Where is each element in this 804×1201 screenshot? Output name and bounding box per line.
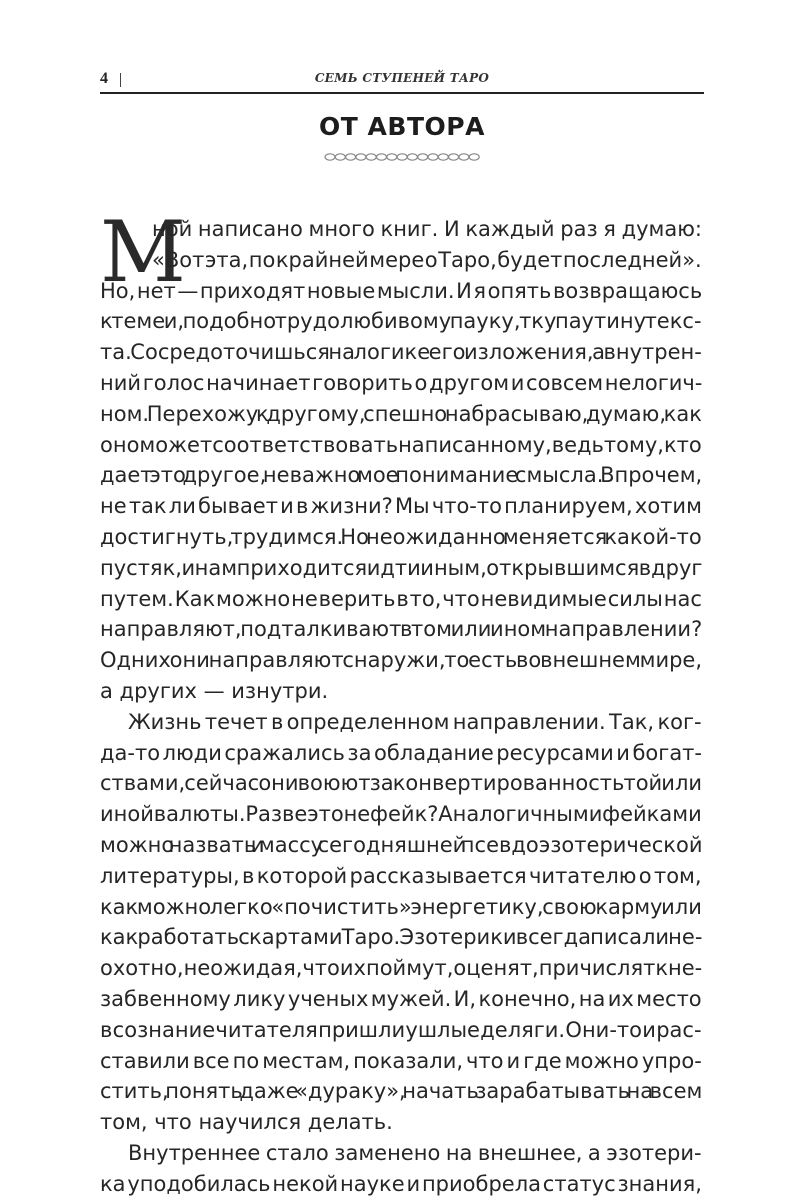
chapter-title: ОТ АВТОРА [319,112,485,141]
ornament-loop [387,154,397,160]
text-line: ний голос начинает говорить о другом и совсем нелогич- [100,371,703,395]
ornament-loop [418,154,428,160]
text-line: как можно легко «почистить» энергетику, свою карму или [100,894,702,919]
text-line: иной валюты. Разве это не фейк? Аналогичными фейками [100,802,702,827]
text-line: «Вот эта, по крайней мере о Таро, будет последней». [152,247,702,272]
text-line: том, что научился делать. [100,1110,393,1135]
ornament-loop [366,154,376,160]
text-line: забвенному лику ученых мужей. И, конечно, на их место [100,987,702,1011]
text-line: охотно, не ожидая, что их поймут, оценят, причислят к не- [100,956,703,981]
text-line: направляют, подталкивают в том или ином направлении? [100,617,703,642]
ornament-loop [407,154,417,160]
text-line: ка уподобилась некой науке и приобрела статус знания, [100,1171,702,1196]
ornament-divider [324,151,480,163]
text-line: к теме и, подобно трудолюбивому пауку, тку паутину текс- [100,309,702,334]
ornament-loop [377,154,387,160]
ornament-loop [325,154,335,160]
text-line: да-то люди сражались за обладание ресурсами и богат- [100,740,702,765]
text-line: Но, нет — приходят новые мысли. И я опять возвращаюсь [100,278,703,303]
ornament-loop [356,154,366,160]
text-line: литературы, в которой рассказывается читателю о том, [100,863,702,888]
ornament-loop [449,154,459,160]
text-line: ставили все по местам, показали, что и где можно упро- [100,1048,702,1073]
text-line: ном. Перехожу к другому, спешно набрасываю, думаю, как [100,401,702,426]
running-head [100,70,704,94]
text-line: оно может соответствовать написанному, ведь тому, кто [100,432,702,457]
text-line: стить, понять даже «дураку», начать зарабатывать на всем [100,1079,703,1104]
text-line: пустяк, и нам приходится идти иным, открывшимся вдруг [100,555,703,580]
text-line: дает это другое, неважно мое понимание смысла. Впрочем, [100,463,703,488]
text-line: ной написано много книг. И каждый раз я думаю: [152,217,703,241]
ornament-loop [346,154,356,160]
ornament-loop [438,154,448,160]
text-line: можно назвать и массу сегодняшней псевдоэзотерической [100,833,703,857]
book-title: СЕМЬ СТУПЕНЕЙ ТАРО [314,71,490,85]
text-line: в сознание читателя пришли ушлые деляги. Они-то и рас- [100,1017,702,1042]
text-line: а других — изнутри. [100,679,329,703]
text-line: путем. Как можно не верить в то, что невидимые силы нас [100,586,702,611]
text-line: та. Сосредоточишься на логике его изложения, а внутрен- [100,340,702,365]
ornament-loop [397,154,407,160]
ornament-loop [459,154,469,160]
ornament-loop [428,154,438,160]
text-line: не так ли бывает и в жизни? Мы что-то планируем, хотим [100,494,702,519]
text-line: Жизнь течет в определенном направлении. Так, ког- [128,709,702,734]
text-line: Внутреннее стало заменено на внешнее, а эзотери- [128,1141,702,1165]
page-number: 4 [100,70,108,87]
text-line: Одних они направляют снаружи, то есть во внешнем мире, [100,648,703,673]
drop-cap: М [100,203,187,301]
text-line: как работать с картами Таро. Эзотерики всегда писали не- [100,925,703,950]
ornament-loop [335,154,345,160]
ornament-loop [469,154,479,160]
text-line: достигнуть, трудимся. Но неожиданно меняется какой-то [100,525,702,549]
text-line: ствами, сейчас они воюют за конвертированность той или [100,771,703,796]
